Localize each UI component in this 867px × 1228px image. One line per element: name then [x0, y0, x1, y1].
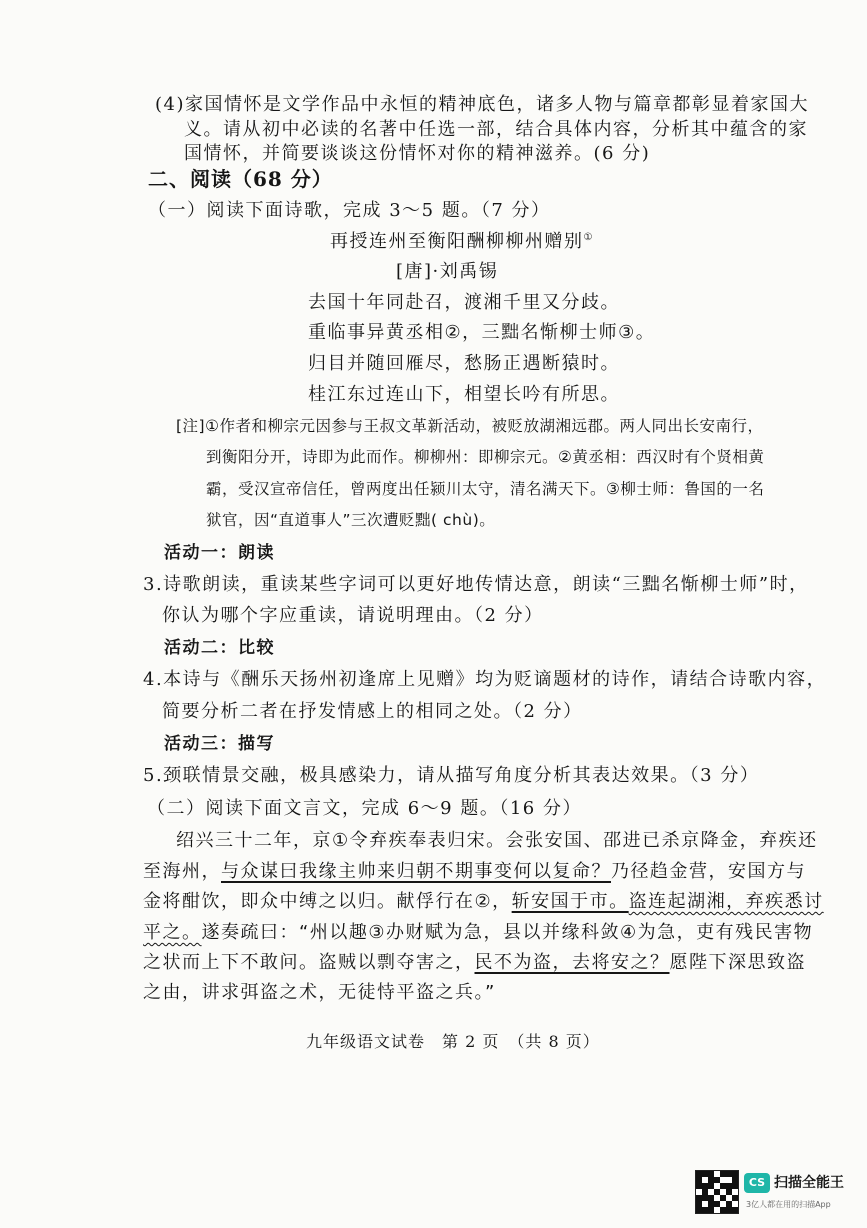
q3-line-2: 你认为哪个字应重读，请说明理由。（2 分）	[162, 605, 544, 626]
poem-line: 桂江东过连山下，相望长吟有所思。	[308, 384, 620, 405]
passage-line: 至海州，与众谋曰我缘主帅来归朝不期事变何以复命？乃径趋金营，安国方与	[143, 861, 806, 882]
part-2-instruction: （二）阅读下面文言文，完成 6～9 题。（16 分）	[147, 798, 582, 819]
note-line: 到衡阳分开，诗即为此而作。柳柳州：即柳宗元。②黄丞相：西汉时有个贤相黄	[206, 448, 765, 466]
question-5: 5.颈联情景交融，极具感染力，请从描写角度分析其表达效果。（3 分）	[143, 765, 760, 786]
poem-line: 重临事异黄丞相②，三黜名惭柳士师③。	[308, 322, 656, 343]
passage-line: 平之。遂奏疏曰：“州以趣③办财赋为急，县以并缘科敛④为急，吏有残民害物	[143, 922, 814, 943]
activity-2-heading: 活动二：比较	[164, 638, 275, 658]
underlined-sentence: 斩安国于市。	[511, 891, 629, 912]
underlined-sentence: 与众谋曰我缘主帅来归朝不期事变何以复命？	[221, 861, 611, 882]
poem-author: [唐]·刘禹锡	[396, 261, 499, 282]
poem-title: 再授连州至衡阳酬柳柳州赠别①	[330, 231, 594, 252]
q4-line-1: (4)家国情怀是文学作品中永恒的精神底色，诸多人物与篇章都彰显着家国大	[155, 94, 809, 115]
passage-line: 绍兴三十二年，京①令弃疾奉表归宋。会张安国、邵进已杀京降金，弃疾还	[176, 830, 818, 851]
q4b-line-2: 简要分析二者在抒发情感上的相同之处。（2 分）	[162, 701, 583, 722]
section-2-title: 二、阅读（68 分）	[148, 167, 333, 191]
activity-1-heading: 活动一：朗读	[164, 543, 275, 563]
note-line: [注]①作者和柳宗元因参与王叔文革新活动，被贬放湖湘远郡。两人同出长安南行，	[176, 417, 764, 435]
qr-code-icon	[695, 1170, 739, 1214]
poem-line: 归目并随回雁尽，愁肠正遇断猿时。	[308, 353, 620, 374]
q3-line-1: 3.诗歌朗读，重读某些字词可以更好地传情达意，朗读“三黜名惭柳士师”时，	[143, 574, 809, 595]
camscanner-logo-icon: CS	[744, 1173, 770, 1193]
q4b-line-1: 4.本诗与《酬乐天扬州初逢席上见赠》均为贬谪题材的诗作，请结合诗歌内容，	[143, 669, 827, 690]
q4-line-3: 国情怀，并简要谈谈这份情怀对你的精神滋养。(6 分)	[184, 143, 651, 164]
activity-3-heading: 活动三：描写	[164, 734, 275, 754]
passage-line: 金将酣饮，即众中缚之以归。献俘行在②，斩安国于市。盗连起湖湘，弃疾悉讨	[143, 891, 824, 912]
page-footer: 九年级语文试卷 第 2 页 （共 8 页）	[306, 1032, 600, 1051]
note-line: 狱官，因“直道事人”三次遭贬黜( chù)。	[206, 511, 496, 529]
passage-line: 之由，讲求弭盗之术，无徒恃平盗之兵。”	[143, 982, 496, 1003]
passage-line: 之状而上下不敢问。盗贼以剽夺害之，民不为盗，去将安之？愿陛下深思致盗	[143, 952, 806, 973]
wavy-underlined-sentence: 平之。	[143, 922, 202, 943]
note-line: 霸，受汉宣帝信任，曾两度出任颍川太守，清名满天下。③柳士师：鲁国的一名	[206, 480, 765, 498]
underlined-sentence: 民不为盗，去将安之？	[474, 952, 670, 973]
scanner-tagline: 3亿人都在用的扫描App	[746, 1200, 831, 1209]
scanner-brand: 扫描全能王	[774, 1175, 844, 1191]
q4-line-2: 义。请从初中必读的名著中任选一部，结合具体内容，分析其中蕴含的家	[184, 119, 808, 140]
wavy-underlined-sentence: 盗连起湖湘，弃疾悉讨	[628, 891, 824, 912]
part-1-instruction: （一）阅读下面诗歌，完成 3～5 题。（7 分）	[148, 200, 551, 221]
poem-line: 去国十年同赴召，渡湘千里又分歧。	[308, 292, 620, 313]
